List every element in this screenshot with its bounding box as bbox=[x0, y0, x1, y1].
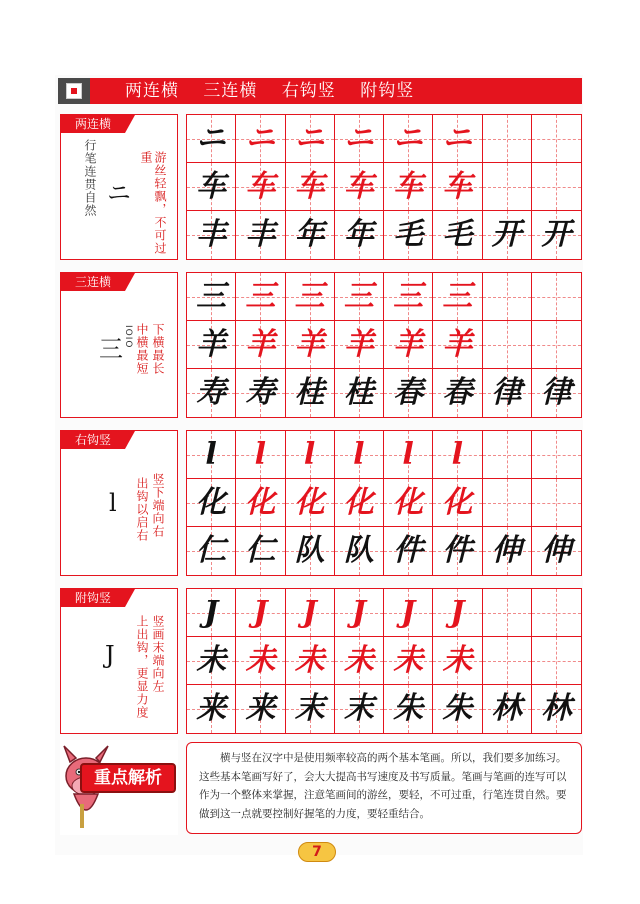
practice-character: 三 bbox=[294, 278, 325, 314]
practice-character: 伸 bbox=[491, 533, 522, 568]
title-item: 附钩竖 bbox=[360, 81, 415, 101]
practice-character: 未 bbox=[393, 642, 424, 678]
practice-character: 桂 bbox=[294, 375, 325, 410]
section-3-tip-box bbox=[60, 430, 178, 576]
practice-character: 未 bbox=[245, 642, 276, 678]
demo-stroke: J bbox=[105, 641, 115, 669]
grid-cell bbox=[236, 431, 285, 479]
practice-character: 朱 bbox=[442, 691, 473, 726]
grid-cell bbox=[532, 589, 581, 637]
practice-character: 车 bbox=[343, 168, 374, 204]
practice-character: ニ bbox=[393, 120, 424, 156]
practice-character: 化 bbox=[196, 484, 227, 520]
grid-cell bbox=[532, 273, 581, 321]
practice-character: l bbox=[402, 436, 414, 472]
grid-cell bbox=[384, 115, 433, 163]
practice-character: 三 bbox=[442, 278, 473, 314]
grid-cell bbox=[483, 115, 532, 163]
practice-character: J bbox=[204, 594, 219, 630]
grid-cell bbox=[335, 163, 384, 211]
analysis-text: 横与竖在汉字中是使用频率较高的两个基本笔画。所以，我们要多加练习。这些基本笔画写好了，会大大提高书写速度及书写质量。笔画与笔画的连写可以作为一个整体来掌握，注意笔画间的游丝，要轻，不可过重，行笔连贯自然。要做到这一点就要控制好握笔的力度，要轻重结合。 bbox=[186, 742, 582, 834]
grid-cell bbox=[236, 527, 285, 575]
grid-cell bbox=[483, 637, 532, 685]
grid-cell bbox=[286, 479, 335, 527]
grid-cell bbox=[532, 685, 581, 733]
practice-character: 队 bbox=[343, 533, 374, 568]
tip-main: 游丝轻飘，不可过重 bbox=[139, 151, 167, 255]
practice-character: 朱 bbox=[393, 691, 424, 726]
grid-cell bbox=[384, 163, 433, 211]
grid-cell bbox=[187, 479, 236, 527]
grid-cell bbox=[483, 211, 532, 259]
practice-character: 年 bbox=[294, 217, 325, 252]
grid-cell bbox=[483, 527, 532, 575]
grid-cell bbox=[433, 321, 482, 369]
grid-cell bbox=[433, 115, 482, 163]
grid-cell bbox=[187, 589, 236, 637]
practice-character: 羊 bbox=[442, 326, 473, 362]
practice-character: J bbox=[351, 594, 366, 630]
grid-cell bbox=[286, 431, 335, 479]
page-number: 7 bbox=[298, 842, 336, 862]
grid-cell bbox=[483, 431, 532, 479]
practice-character: 未 bbox=[343, 642, 374, 678]
practice-character: J bbox=[302, 594, 317, 630]
practice-character: 丰 bbox=[245, 217, 276, 252]
grid-cell bbox=[483, 369, 532, 417]
practice-character: J bbox=[401, 594, 416, 630]
section-tag: 附钩竖 bbox=[61, 589, 125, 607]
practice-character: 队 bbox=[294, 533, 325, 568]
grid-cell bbox=[433, 479, 482, 527]
grid-cell bbox=[532, 479, 581, 527]
grid-cell bbox=[433, 211, 482, 259]
square-icon bbox=[66, 83, 82, 99]
section-1-tip-box bbox=[60, 114, 178, 260]
grid-cell bbox=[384, 637, 433, 685]
practice-character: 羊 bbox=[343, 326, 374, 362]
grid-cell bbox=[335, 321, 384, 369]
grid-cell bbox=[236, 637, 285, 685]
grid-cell bbox=[384, 321, 433, 369]
grid-cell bbox=[433, 163, 482, 211]
grid-cell bbox=[286, 163, 335, 211]
practice-character: 三 bbox=[245, 278, 276, 314]
practice-character: 未 bbox=[196, 642, 227, 678]
grid-cell bbox=[384, 431, 433, 479]
grid-cell bbox=[187, 369, 236, 417]
grid-cell bbox=[286, 685, 335, 733]
grid-cell bbox=[532, 431, 581, 479]
grid-cell bbox=[187, 431, 236, 479]
section-tag: 两连横 bbox=[61, 115, 125, 133]
grid-cell bbox=[335, 527, 384, 575]
grid-cell bbox=[335, 369, 384, 417]
practice-character: 化 bbox=[442, 484, 473, 520]
practice-character: l bbox=[254, 436, 267, 472]
practice-character: 律 bbox=[491, 375, 522, 410]
grid-cell bbox=[384, 685, 433, 733]
grid-cell bbox=[483, 479, 532, 527]
grid-cell bbox=[335, 479, 384, 527]
practice-character: 丰 bbox=[196, 217, 227, 252]
practice-character: 来 bbox=[196, 691, 227, 726]
header-icon-box bbox=[58, 78, 90, 104]
page-title bbox=[125, 79, 432, 103]
practice-character: 车 bbox=[196, 168, 227, 204]
practice-character: 车 bbox=[245, 168, 276, 204]
grid-cell bbox=[433, 273, 482, 321]
grid-cell bbox=[532, 321, 581, 369]
practice-character: 车 bbox=[294, 168, 325, 204]
section-tag: 右钩竖 bbox=[61, 431, 125, 449]
practice-character: 化 bbox=[294, 484, 325, 520]
practice-character: 仁 bbox=[245, 533, 276, 568]
grid-cell bbox=[483, 685, 532, 733]
practice-character: 桂 bbox=[343, 375, 374, 410]
grid-cell bbox=[335, 115, 384, 163]
grid-cell bbox=[532, 637, 581, 685]
grid-cell bbox=[187, 115, 236, 163]
grid-cell bbox=[236, 211, 285, 259]
practice-character: l bbox=[353, 436, 365, 472]
practice-character: 林 bbox=[541, 691, 572, 726]
practice-character: 毛 bbox=[442, 217, 473, 252]
grid-cell bbox=[532, 163, 581, 211]
grid-cell bbox=[187, 527, 236, 575]
practice-character: ニ bbox=[196, 120, 227, 156]
practice-character: 寿 bbox=[196, 375, 227, 410]
tip-main: 竖画末端向左 bbox=[151, 615, 165, 693]
grid-cell bbox=[286, 321, 335, 369]
key-analysis-badge: 重点解析 bbox=[80, 763, 176, 793]
grid-cell bbox=[433, 369, 482, 417]
practice-character: 三 bbox=[343, 278, 374, 314]
grid-cell bbox=[532, 211, 581, 259]
grid-cell bbox=[335, 637, 384, 685]
grid-cell bbox=[187, 273, 236, 321]
practice-character: 羊 bbox=[393, 326, 424, 362]
practice-character: ニ bbox=[245, 120, 276, 156]
practice-character: 末 bbox=[343, 691, 374, 726]
grid-cell bbox=[433, 637, 482, 685]
practice-grid-1 bbox=[186, 114, 582, 260]
grid-cell bbox=[286, 211, 335, 259]
practice-character: J bbox=[253, 594, 268, 630]
grid-cell bbox=[236, 589, 285, 637]
practice-character: 羊 bbox=[196, 326, 227, 362]
demo-stroke: 三 bbox=[99, 335, 123, 363]
practice-character: 化 bbox=[343, 484, 374, 520]
grid-cell bbox=[236, 479, 285, 527]
title-item: 右钩竖 bbox=[281, 81, 336, 101]
section-tag: 三连横 bbox=[61, 273, 125, 291]
practice-character: 三 bbox=[393, 278, 424, 314]
tip-side: 出钩以启右 bbox=[135, 477, 149, 542]
practice-grid-3 bbox=[186, 430, 582, 576]
grid-cell bbox=[335, 685, 384, 733]
tip-side: 中横最短 bbox=[135, 323, 149, 375]
tip-main: 下横最长 bbox=[151, 323, 165, 375]
grid-cell bbox=[187, 685, 236, 733]
grid-cell bbox=[187, 321, 236, 369]
practice-character: 件 bbox=[442, 533, 473, 568]
tip-main: 竖下端向右 bbox=[151, 473, 165, 538]
practice-character: 车 bbox=[442, 168, 473, 204]
practice-character: 三 bbox=[196, 278, 227, 314]
grid-cell bbox=[532, 369, 581, 417]
practice-character: 羊 bbox=[294, 326, 325, 362]
grid-cell bbox=[236, 273, 285, 321]
practice-character: 来 bbox=[245, 691, 276, 726]
practice-character: 寿 bbox=[245, 375, 276, 410]
tip-side: 行笔连贯自然 bbox=[83, 139, 97, 217]
title-item: 两连横 bbox=[125, 81, 179, 101]
grid-cell bbox=[384, 369, 433, 417]
practice-character: J bbox=[450, 594, 465, 630]
practice-character: 末 bbox=[294, 691, 325, 726]
grid-cell bbox=[335, 273, 384, 321]
grid-cell bbox=[286, 589, 335, 637]
practice-character: 伸 bbox=[541, 533, 572, 568]
practice-character: 年 bbox=[343, 217, 374, 252]
practice-character: 开 bbox=[491, 217, 522, 252]
practice-character: ニ bbox=[442, 120, 473, 156]
demo-stroke: ニ bbox=[107, 179, 131, 207]
practice-character: 未 bbox=[442, 642, 473, 678]
grid-cell bbox=[433, 431, 482, 479]
title-item: 三连横 bbox=[203, 81, 258, 101]
grid-cell bbox=[483, 163, 532, 211]
practice-character: l bbox=[451, 436, 464, 472]
grid-cell bbox=[433, 685, 482, 733]
grid-cell bbox=[187, 211, 236, 259]
section-2-tip-box bbox=[60, 272, 178, 418]
grid-cell bbox=[384, 589, 433, 637]
demo-stroke: l bbox=[109, 489, 117, 517]
practice-character: 件 bbox=[393, 533, 424, 568]
grid-cell bbox=[483, 321, 532, 369]
grid-cell bbox=[236, 115, 285, 163]
practice-character: ニ bbox=[294, 120, 325, 156]
section-4-tip-box bbox=[60, 588, 178, 734]
grid-cell bbox=[286, 637, 335, 685]
grid-cell bbox=[286, 369, 335, 417]
grid-cell bbox=[384, 479, 433, 527]
grid-cell bbox=[384, 273, 433, 321]
tip-side: 上出钩，更显力度 bbox=[135, 615, 149, 719]
tip-extra: IOIO bbox=[123, 325, 133, 349]
practice-character: 车 bbox=[393, 168, 424, 204]
practice-character: 未 bbox=[294, 642, 325, 678]
practice-character: 毛 bbox=[393, 217, 424, 252]
grid-cell bbox=[286, 273, 335, 321]
practice-character: 羊 bbox=[245, 326, 276, 362]
grid-cell bbox=[433, 527, 482, 575]
practice-character: 化 bbox=[393, 484, 424, 520]
grid-cell bbox=[236, 685, 285, 733]
grid-cell bbox=[236, 369, 285, 417]
grid-cell bbox=[483, 589, 532, 637]
practice-character: 开 bbox=[541, 217, 572, 252]
grid-cell bbox=[187, 637, 236, 685]
practice-grid-2 bbox=[186, 272, 582, 418]
grid-cell bbox=[483, 273, 532, 321]
grid-cell bbox=[187, 163, 236, 211]
grid-cell bbox=[532, 115, 581, 163]
grid-cell bbox=[532, 527, 581, 575]
grid-cell bbox=[286, 527, 335, 575]
practice-grid-4 bbox=[186, 588, 582, 734]
practice-character: 仁 bbox=[196, 533, 227, 568]
practice-character: 春 bbox=[393, 375, 424, 410]
practice-character: 化 bbox=[245, 484, 276, 520]
grid-cell bbox=[335, 431, 384, 479]
grid-cell bbox=[236, 321, 285, 369]
grid-cell bbox=[335, 211, 384, 259]
practice-character: l bbox=[205, 436, 217, 472]
grid-cell bbox=[384, 527, 433, 575]
practice-character: ニ bbox=[343, 120, 374, 156]
practice-character: 林 bbox=[491, 691, 522, 726]
practice-character: 春 bbox=[442, 375, 473, 410]
grid-cell bbox=[384, 211, 433, 259]
practice-character: l bbox=[303, 436, 316, 472]
practice-character: 律 bbox=[541, 375, 572, 410]
grid-cell bbox=[286, 115, 335, 163]
grid-cell bbox=[236, 163, 285, 211]
grid-cell bbox=[335, 589, 384, 637]
grid-cell bbox=[433, 589, 482, 637]
